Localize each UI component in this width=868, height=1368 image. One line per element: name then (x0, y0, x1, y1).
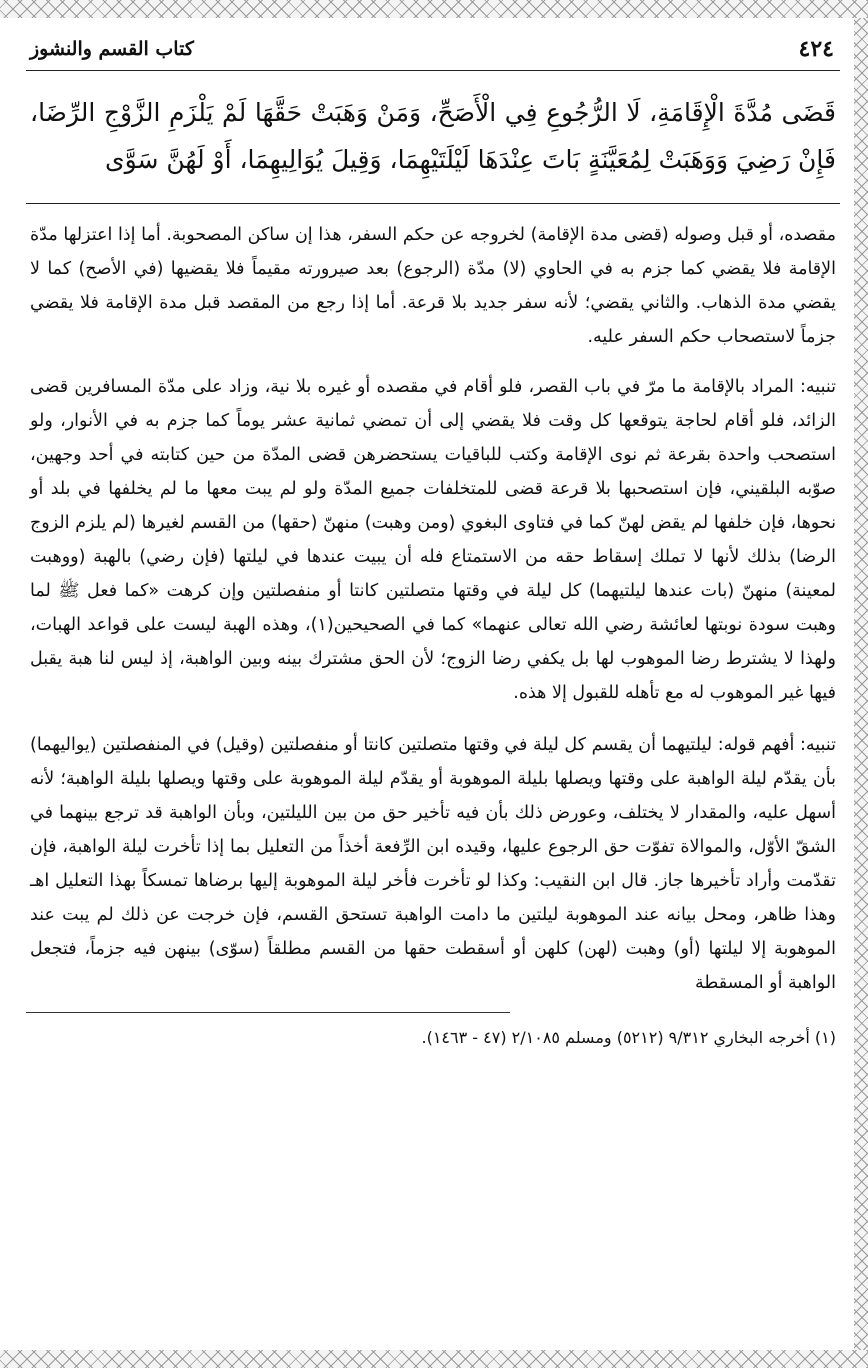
commentary-paragraph: تنبيه: أفهم قوله: ليلتيهما أن يقسم كل ليلة في وقتها متصلتين كانتا أو منفصلتين (وقيل) في المنفصلتين (يواليهما) بأن يقدّم ليلة الواهبة على وقتها ويصلها بليلة الموهوبة أو يقدّم ليلة الموهوبة على وقتها ويصلها بليلة الواهبة؛ لأنه أسهل عليه، والمقدار لا يختلف، وعورض ذلك بأن فيه تأخير حق من بين الليلتين، وبأن الواهبة قد ترجع بينهما في الشقّ الأوّل، والموالاة تفوّت حق الرجوع عليها، وقيده ابن الرِّفعة أخذاً من التعليل بما إذا تأخرت ليلة الواهبة، فإن تقدّمت وأراد تأخيرها جاز. قال ابن النقيب: وكذا لو تأخرت فأخر ليلة الموهوبة إليها برضاها تمسكاً بهذا التعليل اهـ وهذا ظاهر، ومحل بيانه عند الموهوبة ليلتين ما دامت الواهبة تستحق القسم، فإن خرجت عن ذلك لم يبت عند الموهوبة إلا ليلتها (أو) وهبت (لهن) كلهن أو أسقطت حقها من القسم مطلقاً (سوّى) بينهن فيه جزماً، فتجعل الواهبة أو المسقطة (30, 735, 836, 993)
top-ornamental-border (0, 0, 868, 18)
commentary-paragraph: مقصده، أو قبل وصوله (قضى مدة الإقامة) لخروجه عن حكم السفر، هذا إن ساكن المصحوبة. أما إذا اعتزلها مدّة الإقامة فلا يقضي كما جزم به في الحاوي (لا) مدّة (الرجوع) بعد صيرورته مقيماً فلا يقضيها (في الأصح) كما لا يقضي مدة الذهاب. والثاني يقضي؛ لأنه سفر جديد بلا قرعة. أما إذا رجع من المقصد قبل مدة الإقامة فلا يقضي جزماً لاستصحاب حكم السفر عليه. (30, 225, 836, 347)
footnote-divider (26, 1012, 510, 1013)
bottom-ornamental-border (0, 1350, 868, 1368)
main-text-divider (26, 203, 840, 204)
footnote: (١) أخرجه البخاري ٩/٣١٢ (٥٢١٢) ومسلم ٢/١٠٨٥ (٤٧ - ١٤٦٣). (421, 1028, 836, 1047)
commentary (26, 218, 840, 1000)
right-ornamental-border (854, 18, 868, 1350)
book-title: كتاب القسم والنشوز (30, 38, 194, 60)
commentary-paragraph: تنبيه: المراد بالإقامة ما مرّ في باب القصر، فلو أقام في مقصده أو غيره بلا نية، وزاد على مدّة المسافرين قضى الزائد، فلو أقام لحاجة يتوقعها كل وقت فلا يقضي إلى أن تمضي ثمانية عشر يوماً كما جزم به في الأنوار، ولو استصحب واحدة بقرعة ثم نوى الإقامة وكتب للباقيات يستحضرهن قضى المدّة من حين كتابته في أحد وجهين، صوّبه البلقيني، فإن استصحبها بلا قرعة قضى للمتخلفات جميع المدّة ولو لم يبت معها ما لم يخلفها في بلد أو نحوها، فإن خلفها لم يقض لهنّ كما في فتاوى البغوي (ومن وهبت) منهنّ (حقها) من القسم لغيرها (لم يلزم الزوج الرضا) بذلك لأنها لا تملك إسقاط حقه من الاستمتاع فله أن يبيت عندها في ليلتها (فإن رضي) بالهبة (ووهبت لمعينة) منهنّ (بات عندها ليلتيهما) كل ليلة في وقتها متصلتين كانتا أو منفصلتين وإن كرهت «كما فعل ﷺ لما وهبت سودة نوبتها لعائشة رضي الله تعالى عنهما» كما في الصحيحين(١)، وهذه الهبة ليست على قواعد الهبات، ولهذا لا يشترط رضا الموهوب لها بل يكفي رضا الزوج؛ لأن الحق مشترك بينه وبين الواهبة، إذ ليس لنا هبة يقبل فيها غير الموهوب له مع تأهله للقبول إلا هذه. (30, 377, 836, 703)
page-number: ٤٢٤ (798, 36, 834, 62)
page-header (26, 22, 840, 71)
book-page (26, 22, 840, 1347)
main-text: قَضَى مُدَّةَ الْإِقَامَةِ، لَا الرُّجُوعِ فِي الْأَصَحِّ، وَمَنْ وَهَبَتْ حَقَّهَا لَمْ يَلْزَمِ الزَّوْجِ الرِّضَا، فَإِنْ رَضِيَ وَوَهَبَتْ لِمُعَيَّنَةٍ بَاتَ عِنْدَهَا لَيْلَتَيْهِمَا، وَقِيلَ يُوَالِيهِمَا، أَوْ لَهُنَّ سَوَّى (30, 98, 836, 174)
